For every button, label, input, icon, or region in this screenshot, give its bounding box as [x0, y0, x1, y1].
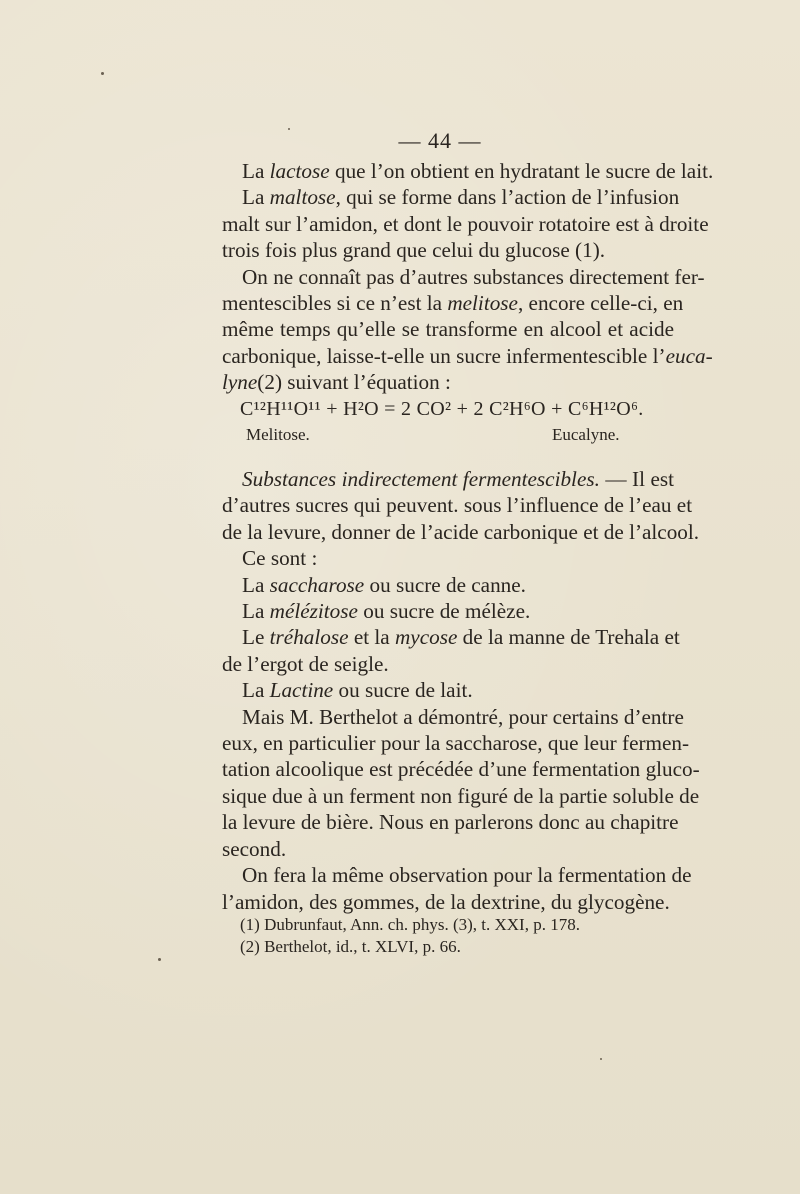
paper-speck — [288, 128, 290, 130]
list-item-trehalose: Le tréhalose et la mycose de la manne de Trehala et — [242, 625, 680, 650]
paragraph-melitose-line-5: lyne(2) suivant l’équation : — [222, 370, 451, 395]
paragraph-melitose-line-2: mentescibles si ce n’est la melitose, encore celle-ci, en — [222, 291, 684, 316]
paragraph-berthelot-line-5: la levure de bière. Nous en parlerons donc au chapitre — [222, 810, 679, 835]
paragraph-lactose: La lactose que l’on obtient en hydratant le sucre de lait. — [242, 159, 714, 183]
list-item-trehalose-cont: de l’ergot de seigle. — [222, 651, 389, 676]
paragraph-sugars-line-4: Ce sont : — [242, 546, 318, 571]
body-text-bottom — [222, 466, 700, 915]
paragraph-sugars-line-2: d’autres sucres qui peuvent. sous l’influence de l’eau et — [222, 493, 693, 518]
footnote-1: (1) Dubrunfaut, Ann. ch. phys. (3), t. XXI, p. 178. — [240, 915, 580, 934]
paper-speck — [158, 958, 161, 961]
list-item-lactine: La Lactine ou sucre de lait. — [242, 678, 473, 703]
equation-label-eucalyne: Eucalyne. — [552, 425, 620, 444]
paragraph-melitose-line-4: carbonique, laisse-t-elle un sucre infermentescible l’euca- — [222, 343, 713, 368]
paragraph-berthelot-line-1: Mais M. Berthelot a démontré, pour certains d’entre — [242, 704, 684, 729]
page-number: — 44 — — [398, 128, 482, 153]
paragraph-sugars-line-3: de la levure, donner de l’acide carbonique et de l’alcool. — [222, 519, 700, 544]
paper-speck — [101, 72, 104, 75]
paper-speck — [600, 1058, 602, 1060]
body-text-top — [222, 158, 714, 396]
paragraph-melitose-line-1: On ne connaît pas d’autres substances directement fer- — [242, 264, 705, 289]
paragraph-berthelot-line-4: sique due à un ferment non figuré de la partie soluble de — [222, 783, 700, 808]
paragraph-berthelot-line-2: eux, en particulier pour la saccharose, que leur fermen- — [222, 731, 690, 756]
paragraph-berthelot-line-3: tation alcoolique est précédée d’une fermentation gluco- — [222, 757, 700, 782]
equation-label-melitose: Melitose. — [246, 425, 310, 444]
footnotes — [240, 914, 580, 958]
paragraph-berthelot-line-6: second. — [222, 836, 287, 861]
paragraph-amidon-line-1: On fera la même observation pour la fermentation de — [242, 863, 692, 888]
paragraph-amidon-line-2: l’amidon, des gommes, de la dextrine, du glycogène. — [222, 889, 670, 914]
paragraph-maltose-line-1: La maltose, qui se forme dans l’action de l’infusion — [242, 185, 680, 210]
list-item-melezitose: La mélézitose ou sucre de mélèze. — [242, 599, 531, 624]
paragraph-melitose-line-3: même temps qu’elle se transforme en alcool et acide — [222, 317, 674, 342]
paragraph-maltose-line-3: trois fois plus grand que celui du glucose (1). — [222, 238, 606, 263]
chemical-equation: C¹²H¹¹O¹¹ + H²O = 2 CO² + 2 C²H⁶O + C⁶H¹²O⁶. — [240, 398, 644, 420]
footnote-2: (2) Berthelot, id., t. XLVI, p. 66. — [240, 937, 461, 956]
paragraph-maltose-line-2: malt sur l’amidon, et dont le pouvoir rotatoire est à droite — [222, 211, 709, 236]
section-heading-line: Substances indirectement fermentescibles. — Il est — [242, 467, 674, 491]
list-item-saccharose: La saccharose ou sucre de canne. — [242, 572, 526, 597]
